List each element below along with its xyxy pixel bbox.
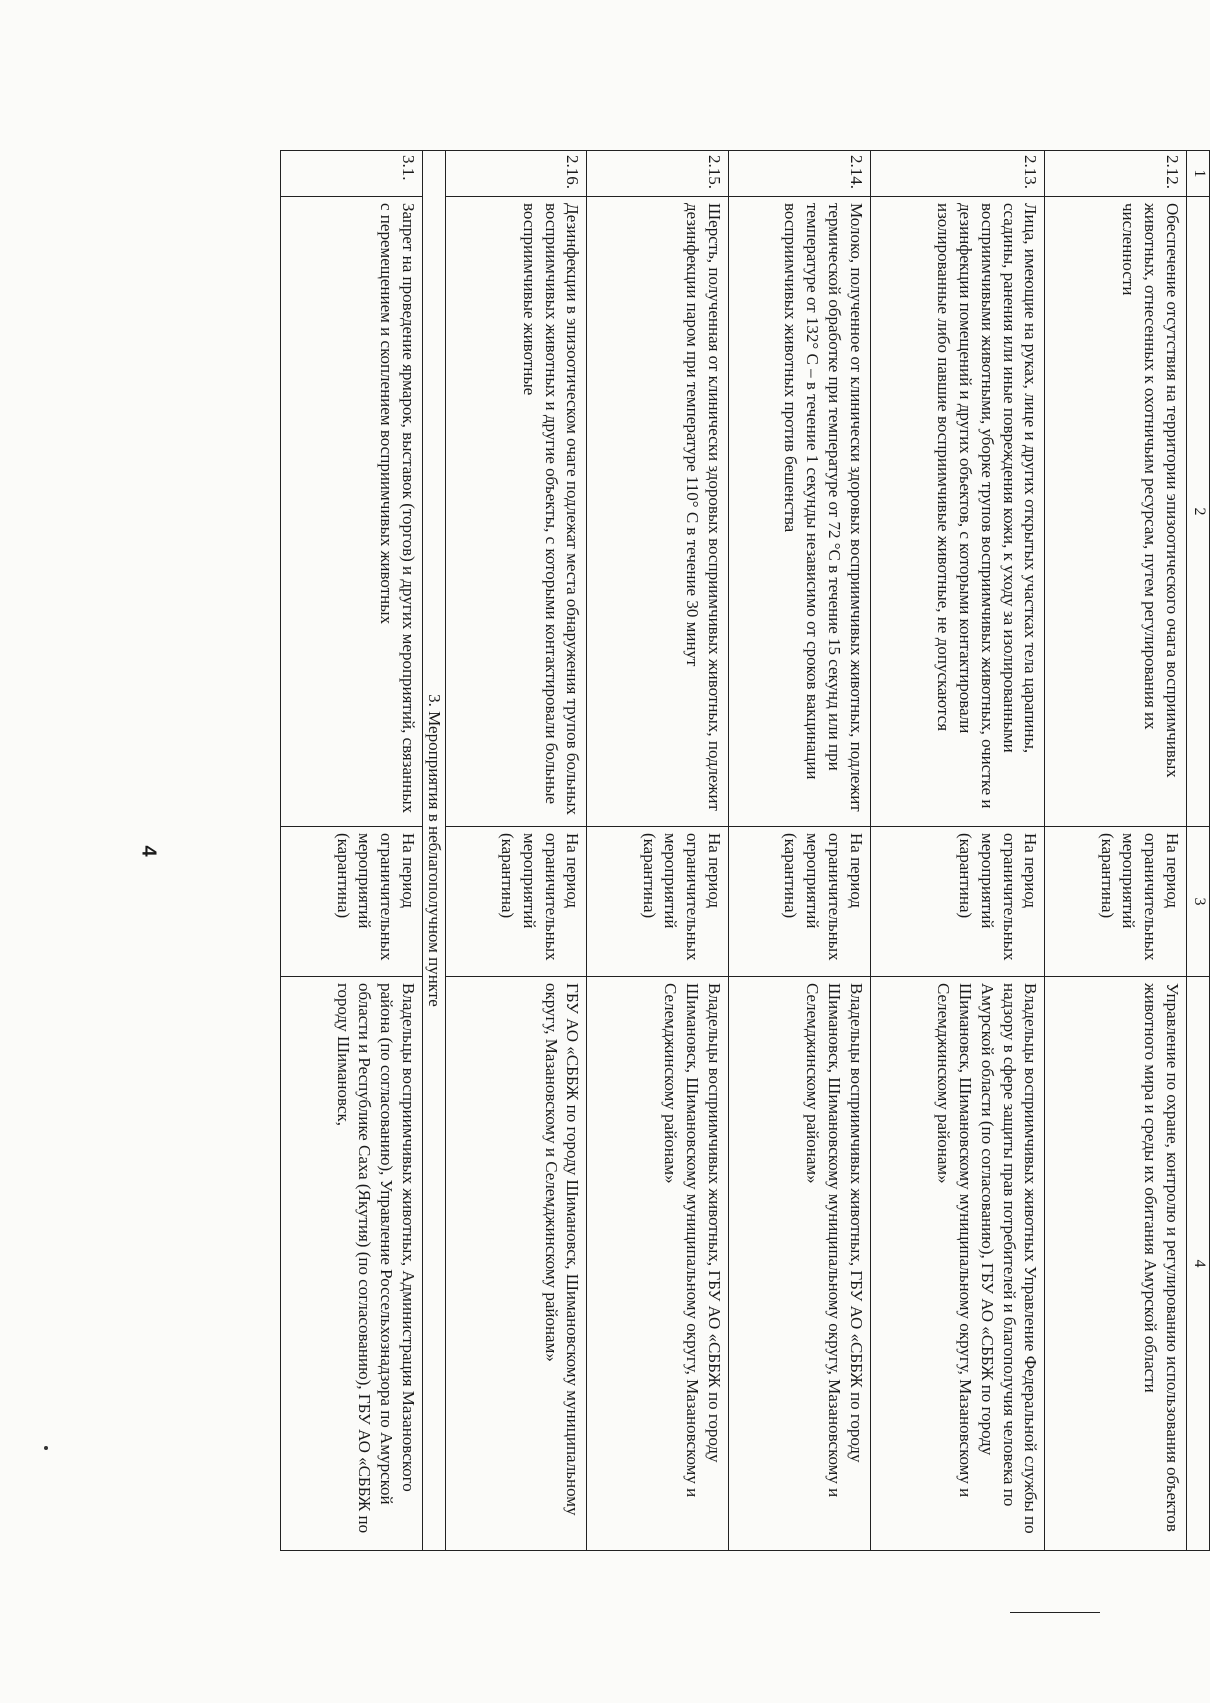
period-cell: На период ограничительных мероприятий (карантина) [445,827,587,977]
row-number: 2.13. [870,151,1045,197]
responsible-cell: Владельцы восприимчивых животных, Администрация Мазановского района (по согласованию), Управление Россельхознадзора по Амурской области и Республике Саха (Якутия) (по согласованию), ГБУ АО «СББЖ по городу Шимановск, [281,977,423,1551]
footnote-rule [1010,1612,1100,1613]
row-number: 2.15. [587,151,729,197]
row-number: 2.12. [1045,151,1187,197]
rotated-table-container [280,150,1210,1550]
responsible-cell: Управление по охране, контролю и регулированию использования объектов животного мира и среды их обитания Амурской области [1045,977,1187,1551]
header-row [1187,151,1210,1551]
table-row [870,151,1045,1551]
responsible-cell: Владельцы восприимчивых животных, ГБУ АО «СББЖ по городу Шимановск, Шимановскому муниципальному округу, Мазановскому и Селемджинскому районам» [587,977,729,1551]
period-cell: На период ограничительных мероприятий (карантина) [587,827,729,977]
page-number: 4 [137,845,160,857]
row-number: 2.16. [445,151,587,197]
responsible-cell: ГБУ АО «СББЖ по городу Шимановск, Шимановскому муниципальному округу, Мазановскому и Селемджинскому районам» [445,977,587,1551]
header-col-2: 2 [1187,197,1210,827]
measure-cell: Молоко, полученное от клинически здоровых восприимчивых животных, подлежит термической обработке при температуре от 72 °С в течение 15 секунд или при температуре от 132° С – в течение 1 секунды независимо от сроков вакцинации восприимчивых животных против бешенства [729,197,871,827]
period-cell: На период ограничительных мероприятий (карантина) [729,827,871,977]
period-cell: На период ограничительных мероприятий (карантина) [1045,827,1187,977]
table-row [445,151,587,1551]
measure-cell: Лица, имеющие на руках, лице и других открытых участках тела царапины, ссадины, ранения или иные повреждения кожи, к уходу за изолированными восприимчивыми животными, уборке трупов восприимчивых животных, очистке и дезинфекции помещений и других объектов, с которыми контактировали изолированные либо павшие восприимчивые животные, не допускаются [870,197,1045,827]
period-cell: На период ограничительных мероприятий (карантина) [870,827,1045,977]
section-title: 3. Мероприятия в неблагополучном пункте [422,151,445,1551]
measures-table [280,150,1210,1551]
responsible-cell: Владельцы восприимчивых животных, ГБУ АО «СББЖ по городу Шимановск, Шимановскому муниципальному округу, Мазановскому и Селемджинскому районам» [729,977,871,1551]
header-col-3: 3 [1187,827,1210,977]
table-row [281,151,423,1551]
header-col-4: 4 [1187,977,1210,1551]
header-col-1: 1 [1187,151,1210,197]
table-row [729,151,871,1551]
table-row [587,151,729,1551]
scan-speck [44,1446,48,1450]
row-number: 3.1. [281,151,423,197]
responsible-cell: Владельцы восприимчивых животных Управление Федеральной службы по надзору в сфере защиты прав потребителей и благополучия человека по Амурской области (по согласованию), ГБУ АО «СББЖ по городу Шимановск, Шимановскому муниципальному округу, Мазановскому и Селемджинскому районам» [870,977,1045,1551]
row-number: 2.14. [729,151,871,197]
measure-cell: Дезинфекции в эпизоотическом очаге подлежат места обнаружения трупов больных восприимчивых животных и другие объекты, с которыми контактировали больные восприимчивые животные [445,197,587,827]
measure-cell: Запрет на проведение ярмарок, выставок (торгов) и других мероприятий, связанных с перемещением и скоплением восприимчивых животных [281,197,423,827]
section-header-row [422,151,445,1551]
measure-cell: Шерсть, полученная от клинически здоровых восприимчивых животных, подлежит дезинфекции паром при температуре 110° С в течение 30 минут [587,197,729,827]
period-cell: На период ограничительных мероприятий (карантина) [281,827,423,977]
table-row [1045,151,1187,1551]
measure-cell: Обеспечение отсутствия на территории эпизоотического очага восприимчивых животных, отнесенных к охотничьим ресурсам, путем регулирования их численности [1045,197,1187,827]
